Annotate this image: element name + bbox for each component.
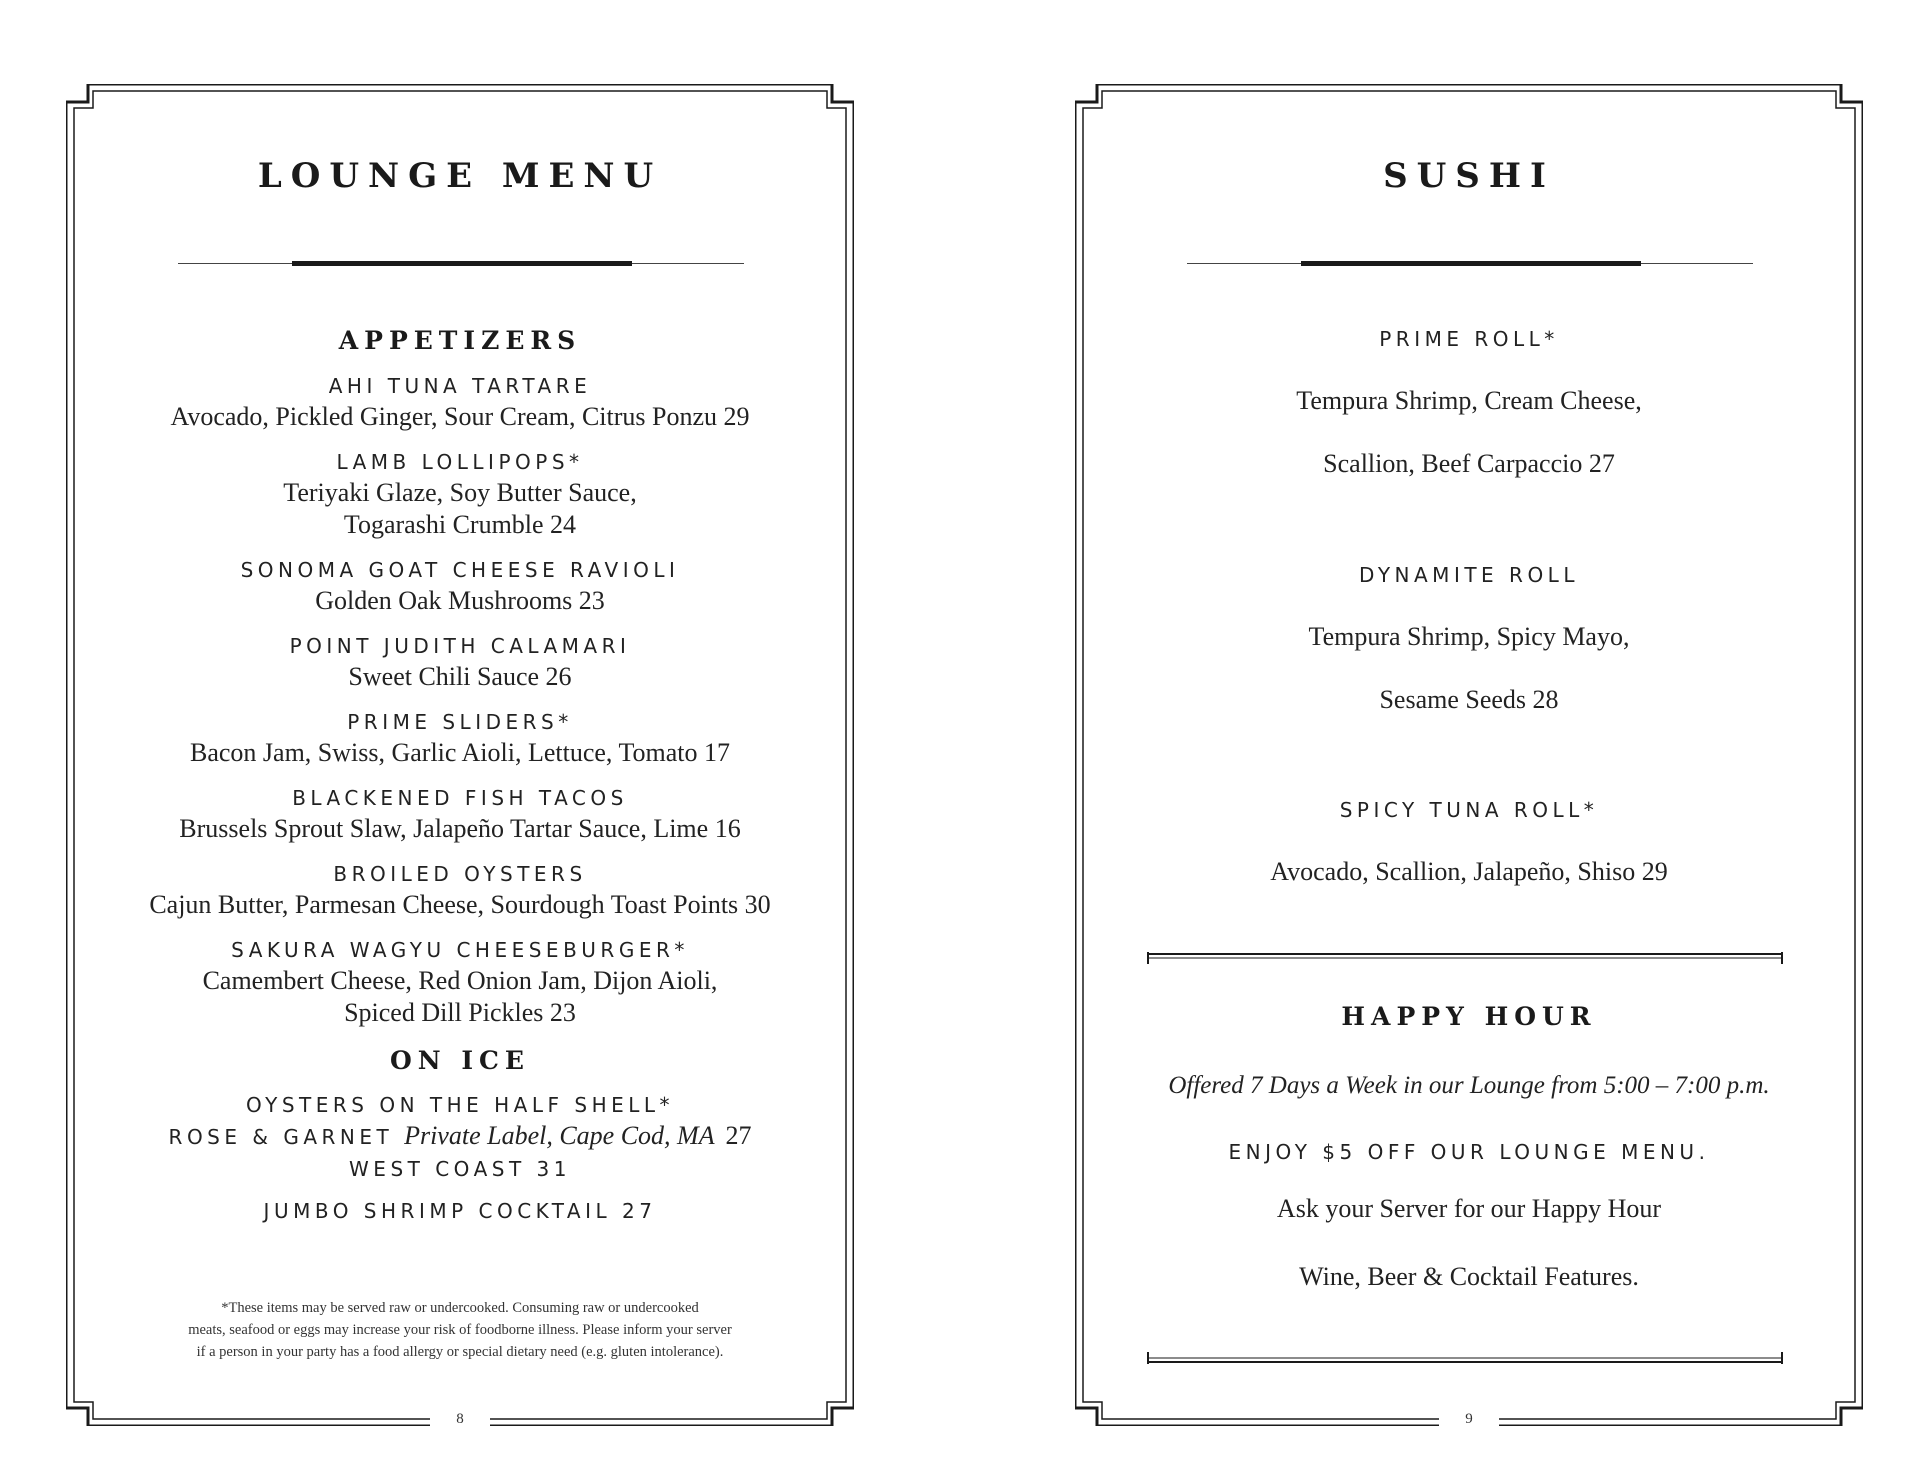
menu-item-description: Sweet Chili Sauce 26 [348, 662, 572, 691]
happy-hour-top-rule [1145, 950, 1785, 966]
menu-item-description: Avocado, Pickled Ginger, Sour Cream, Citrus Ponzu 29 [170, 402, 750, 431]
sushi-roll [1075, 324, 1863, 480]
menu-item-name: PRIME SLIDERS* [347, 710, 573, 734]
menu-item [66, 555, 854, 617]
raw-food-disclaimer [116, 1297, 804, 1363]
oysters-rose-price: 27 [725, 1121, 752, 1150]
menu-item [66, 707, 854, 769]
menu-item-description: Teriyaki Glaze, Soy Butter Sauce, [283, 478, 637, 507]
page-title: SUSHI [1383, 156, 1555, 196]
happy-hour-details [1075, 1070, 1863, 1294]
menu-item-description: Cajun Butter, Parmesan Cheese, Sourdough Toast Points 30 [149, 890, 771, 919]
disclaimer-line: *These items may be served raw or undercooked. Consuming raw or undercooked [221, 1300, 699, 1316]
oysters-rose-source: Private Label, Cape Cod, MA [404, 1121, 715, 1150]
menu-item [66, 447, 854, 541]
menu-item-name: BLACKENED FISH TACOS [292, 786, 628, 810]
title-divider [1075, 260, 1863, 268]
menu-item-name: SONOMA GOAT CHEESE RAVIOLI [240, 558, 680, 582]
menu-item-name: SAKURA WAGYU CHEESEBURGER* [231, 938, 689, 962]
menu-item [66, 935, 854, 1029]
oysters-rose-garnet [66, 1120, 854, 1154]
menu-item-description: Tempura Shrimp, Cream Cheese, [1296, 386, 1642, 415]
menu-item-name: LAMB LOLLIPOPS* [336, 450, 584, 474]
sushi-roll [1075, 560, 1863, 716]
menu-item-description: Avocado, Scallion, Jalapeño, Shiso 29 [1270, 857, 1668, 886]
menu-item-description: Tempura Shrimp, Spicy Mayo, [1308, 622, 1630, 651]
menu-item-description: Golden Oak Mushrooms 23 [315, 586, 605, 615]
menu-item-name: BROILED OYSTERS [333, 862, 587, 886]
menu-item-name: SPICY TUNA ROLL* [1339, 798, 1599, 822]
page-number: 8 [456, 1411, 464, 1427]
oysters-rose-label: ROSE & GARNET [168, 1125, 394, 1149]
menu-item [66, 631, 854, 693]
menu-item-name: POINT JUDITH CALAMARI [289, 634, 631, 658]
sushi-roll [1075, 795, 1863, 888]
disclaimer-line: meats, seafood or eggs may increase your risk of foodborne illness. Please inform your server [188, 1322, 732, 1338]
menu-item-description: Togarashi Crumble 24 [343, 510, 577, 539]
happy-hour-heading: HAPPY HOUR [1341, 1002, 1597, 1031]
happy-hour-ask: Ask your Server for our Happy Hour [1276, 1194, 1662, 1223]
menu-item-description: Bacon Jam, Swiss, Garlic Aioli, Lettuce, Tomato 17 [189, 738, 730, 767]
disclaimer-line: if a person in your party has a food allergy or special dietary need (e.g. gluten intolerance). [196, 1344, 724, 1360]
menu-item-description: Sesame Seeds 28 [1379, 685, 1559, 714]
menu-item-description: Camembert Cheese, Red Onion Jam, Dijon Aioli, [202, 966, 718, 995]
left-menu-page [66, 84, 854, 1426]
menu-item-description: Scallion, Beef Carpaccio 27 [1323, 449, 1615, 478]
menu-item-description: Brussels Sprout Slaw, Jalapeño Tartar Sauce, Lime 16 [179, 814, 741, 843]
oysters-west-coast: WEST COAST 31 [349, 1157, 571, 1181]
on-ice-heading: ON ICE [390, 1046, 530, 1075]
happy-hour-discount: ENJOY $5 OFF OUR LOUNGE MENU. [1228, 1140, 1710, 1164]
menu-item-name: PRIME ROLL* [1379, 327, 1559, 351]
right-menu-page [1075, 84, 1863, 1426]
menu-item [66, 859, 854, 921]
appetizers-list [66, 371, 854, 1029]
happy-hour-times: Offered 7 Days a Week in our Lounge from 5:00 – 7:00 p.m. [1168, 1072, 1770, 1099]
page-number: 9 [1465, 1411, 1473, 1427]
menu-item-name: OYSTERS ON THE HALF SHELL* [245, 1093, 675, 1117]
happy-hour-bottom-rule [1145, 1350, 1785, 1366]
menu-item-name: DYNAMITE ROLL [1359, 563, 1579, 587]
menu-item-name: AHI TUNA TARTARE [328, 374, 592, 398]
happy-hour-features: Wine, Beer & Cocktail Features. [1299, 1262, 1639, 1291]
appetizers-heading: APPETIZERS [338, 326, 582, 355]
menu-item [66, 371, 854, 433]
menu-item-name: JUMBO SHRIMP COCKTAIL 27 [263, 1199, 657, 1223]
title-divider [66, 260, 854, 268]
page-title: LOUNGE MENU [257, 156, 663, 196]
menu-item-description: Spiced Dill Pickles 23 [344, 998, 576, 1027]
on-ice-list [66, 1090, 854, 1226]
menu-item [66, 783, 854, 845]
